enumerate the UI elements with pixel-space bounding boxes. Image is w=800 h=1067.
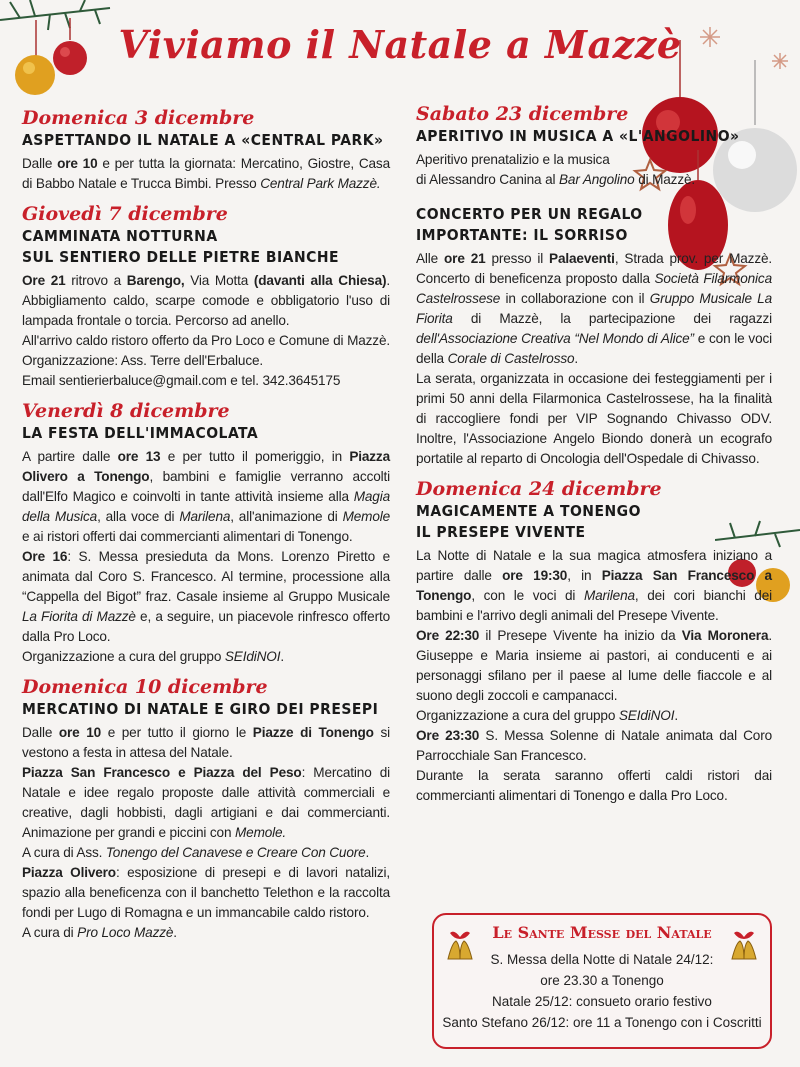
event-text: Durante la serata saranno offerti caldi ristori dai commercianti alimentari di Tonengo e dalla Pro Loco. xyxy=(416,768,772,803)
event-text: Aperitivo prenatalizio e la musica di Alessandro Canina al Bar Angolino di Mazzè. xyxy=(416,152,696,187)
event-text: Alle ore 21 presso il Palaeventi, Strada prov. per Mazzè. Concerto di beneficenza proposto dalla Società Filarmonica Castelrossese in collaborazione con il Gruppo Musicale La Fiorita di Mazzè, la partecipazione dei ragazzi dell'Associazione Creativa “Nel Mondo di Alice” e con le voci della Corale di Castelrosso. xyxy=(416,251,773,366)
event-title: IL PRESEPE VIVENTE xyxy=(416,523,586,541)
event-title: MAGICAMENTE A TONENGO xyxy=(416,502,641,520)
contact-text: Email sentierierbaluce@gmail.com e tel. 342.3645175 xyxy=(22,373,341,388)
event-text: Organizzazione a cura del gruppo SEIdiNOI. xyxy=(416,708,678,723)
masses-line: Santo Stefano 26/12: ore 11 a Tonengo con i Coscritti xyxy=(442,1015,762,1030)
event-text: Organizzazione a cura del gruppo SEIdiNOI. xyxy=(22,649,284,664)
left-column xyxy=(22,104,390,943)
event-text: A partire dalle ore 13 e per tutto il pomeriggio, in Piazza Olivero a Tonengo, bambini e famiglie verranno accolti dall'Elfo Magico e coinvolti in tante attività insieme alla Magia della Musica, alla voce di Marilena, all'animazione di Memole e ai ristori offerti dai commercianti alimentari di Tonengo. xyxy=(22,449,391,544)
day-heading: Domenica 3 dicembre xyxy=(22,107,255,129)
page-title: Viviamo il Natale a Mazzè xyxy=(118,22,682,67)
event-title: LA FESTA DELL'IMMACOLATA xyxy=(22,424,259,442)
masses-title: Le Sante Messe del Natale xyxy=(492,923,712,942)
masses-line: ore 23.30 a Tonengo xyxy=(540,973,664,988)
day-heading: Domenica 24 dicembre xyxy=(416,478,662,500)
day-heading: Venerdì 8 dicembre xyxy=(22,400,230,422)
event-text: La serata, organizzata in occasione dei festeggiamenti per i primi 50 anni della Filarmonica Castelrossese, ha la finalità di raccogliere fondi per VIP Sognando Chivasso ODV. Inoltre, l'Associazione Angelo Biondo donerà un ecografo portatile al reparto di Oncologia dell'Ospedale di Chivasso. xyxy=(416,371,772,466)
event-text: A cura di Ass. Tonengo del Canavese e Creare Con Cuore. xyxy=(22,845,370,860)
event-text: Piazza Olivero: esposizione di presepi e di lavori natalizi, spazio alla beneficenza con il banchetto Telethon e la raccolta fondi per Lugo di Romagna e un immancabile caldo ristoro. xyxy=(22,865,390,920)
event-title: CAMMINATA NOTTURNA xyxy=(22,227,218,245)
event-title: CONCERTO PER UN REGALO xyxy=(416,205,643,223)
event-title: IMPORTANTE: IL SORRISO xyxy=(416,226,628,244)
event-text: Ore 22:30 il Presepe Vivente ha inizio da Via Moronera. Giuseppe e Maria insieme ai pastori, ai conducenti e ai personaggi sfilano per il paese al lume delle fiaccole e al suono degli zoccoli e campanacci. xyxy=(416,628,772,703)
event-title: MERCATINO DI NATALE E GIRO DEI PRESEPI xyxy=(22,700,379,718)
right-column xyxy=(416,100,772,806)
event-text: Piazza San Francesco e Piazza del Peso: Mercatino di Natale e idee regalo proposte dalle attività commerciali e creative, dagli hobbisti, dagli artigiani e dai commercianti. Animazione per grandi e piccini con Memole. xyxy=(22,765,391,840)
event-text: Ore 21 ritrovo a Barengo, Via Motta (davanti alla Chiesa). Abbigliamento caldo, scarpe comode e obbligatorio l'uso di lampada frontale o torcia. Percorso ad anello. xyxy=(22,273,390,328)
day-heading: Domenica 10 dicembre xyxy=(22,676,268,698)
event-text: A cura di Pro Loco Mazzè. xyxy=(22,925,177,940)
masses-line: S. Messa della Notte di Natale 24/12: xyxy=(490,952,714,967)
day-heading: Giovedì 7 dicembre xyxy=(22,203,228,225)
event-text: La Notte di Natale e la sua magica atmosfera iniziano a partire dalle ore 19:30, in Piazza San Francesco a Tonengo, con le voci di Marilena, dei cori bianchi dei bambini e l'arrivo degli animali del Presepe Vivente. xyxy=(416,548,772,623)
masses-box xyxy=(432,913,772,1049)
event-text: Ore 16: S. Messa presieduta da Mons. Lorenzo Piretto e animata dal Coro S. Francesco. Al termine, processione alla “Cappella del Bigot” fraz. Casale insieme al Gruppo Musicale La Fiorita di Mazzè e, a seguire, un piacevole rinfresco offerto dalla Pro Loco. xyxy=(22,549,391,644)
event-title: SUL SENTIERO DELLE PIETRE BIANCHE xyxy=(22,248,340,266)
event-text: All'arrivo caldo ristoro offerto da Pro Loco e Comune di Mazzè. Organizzazione: Ass. Terre dell'Erbaluce. xyxy=(22,333,390,368)
event-title: APERITIVO IN MUSICA A «L'ANGOLINO» xyxy=(416,127,740,145)
masses-line: Natale 25/12: consueto orario festivo xyxy=(492,994,712,1009)
event-text: Dalle ore 10 e per tutta la giornata: Mercatino, Giostre, Casa di Babbo Natale e Trucca Bimbi. Presso Central Park Mazzè. xyxy=(22,156,390,191)
event-title: ASPETTANDO IL NATALE A «CENTRAL PARK» xyxy=(22,131,384,149)
day-heading: Sabato 23 dicembre xyxy=(416,103,629,125)
event-text: Ore 23:30 S. Messa Solenne di Natale animata dal Coro Parrocchiale San Francesco. xyxy=(416,728,772,763)
event-text: Dalle ore 10 e per tutto il giorno le Piazze di Tonengo si vestono a festa in attesa del Natale. xyxy=(22,725,391,760)
